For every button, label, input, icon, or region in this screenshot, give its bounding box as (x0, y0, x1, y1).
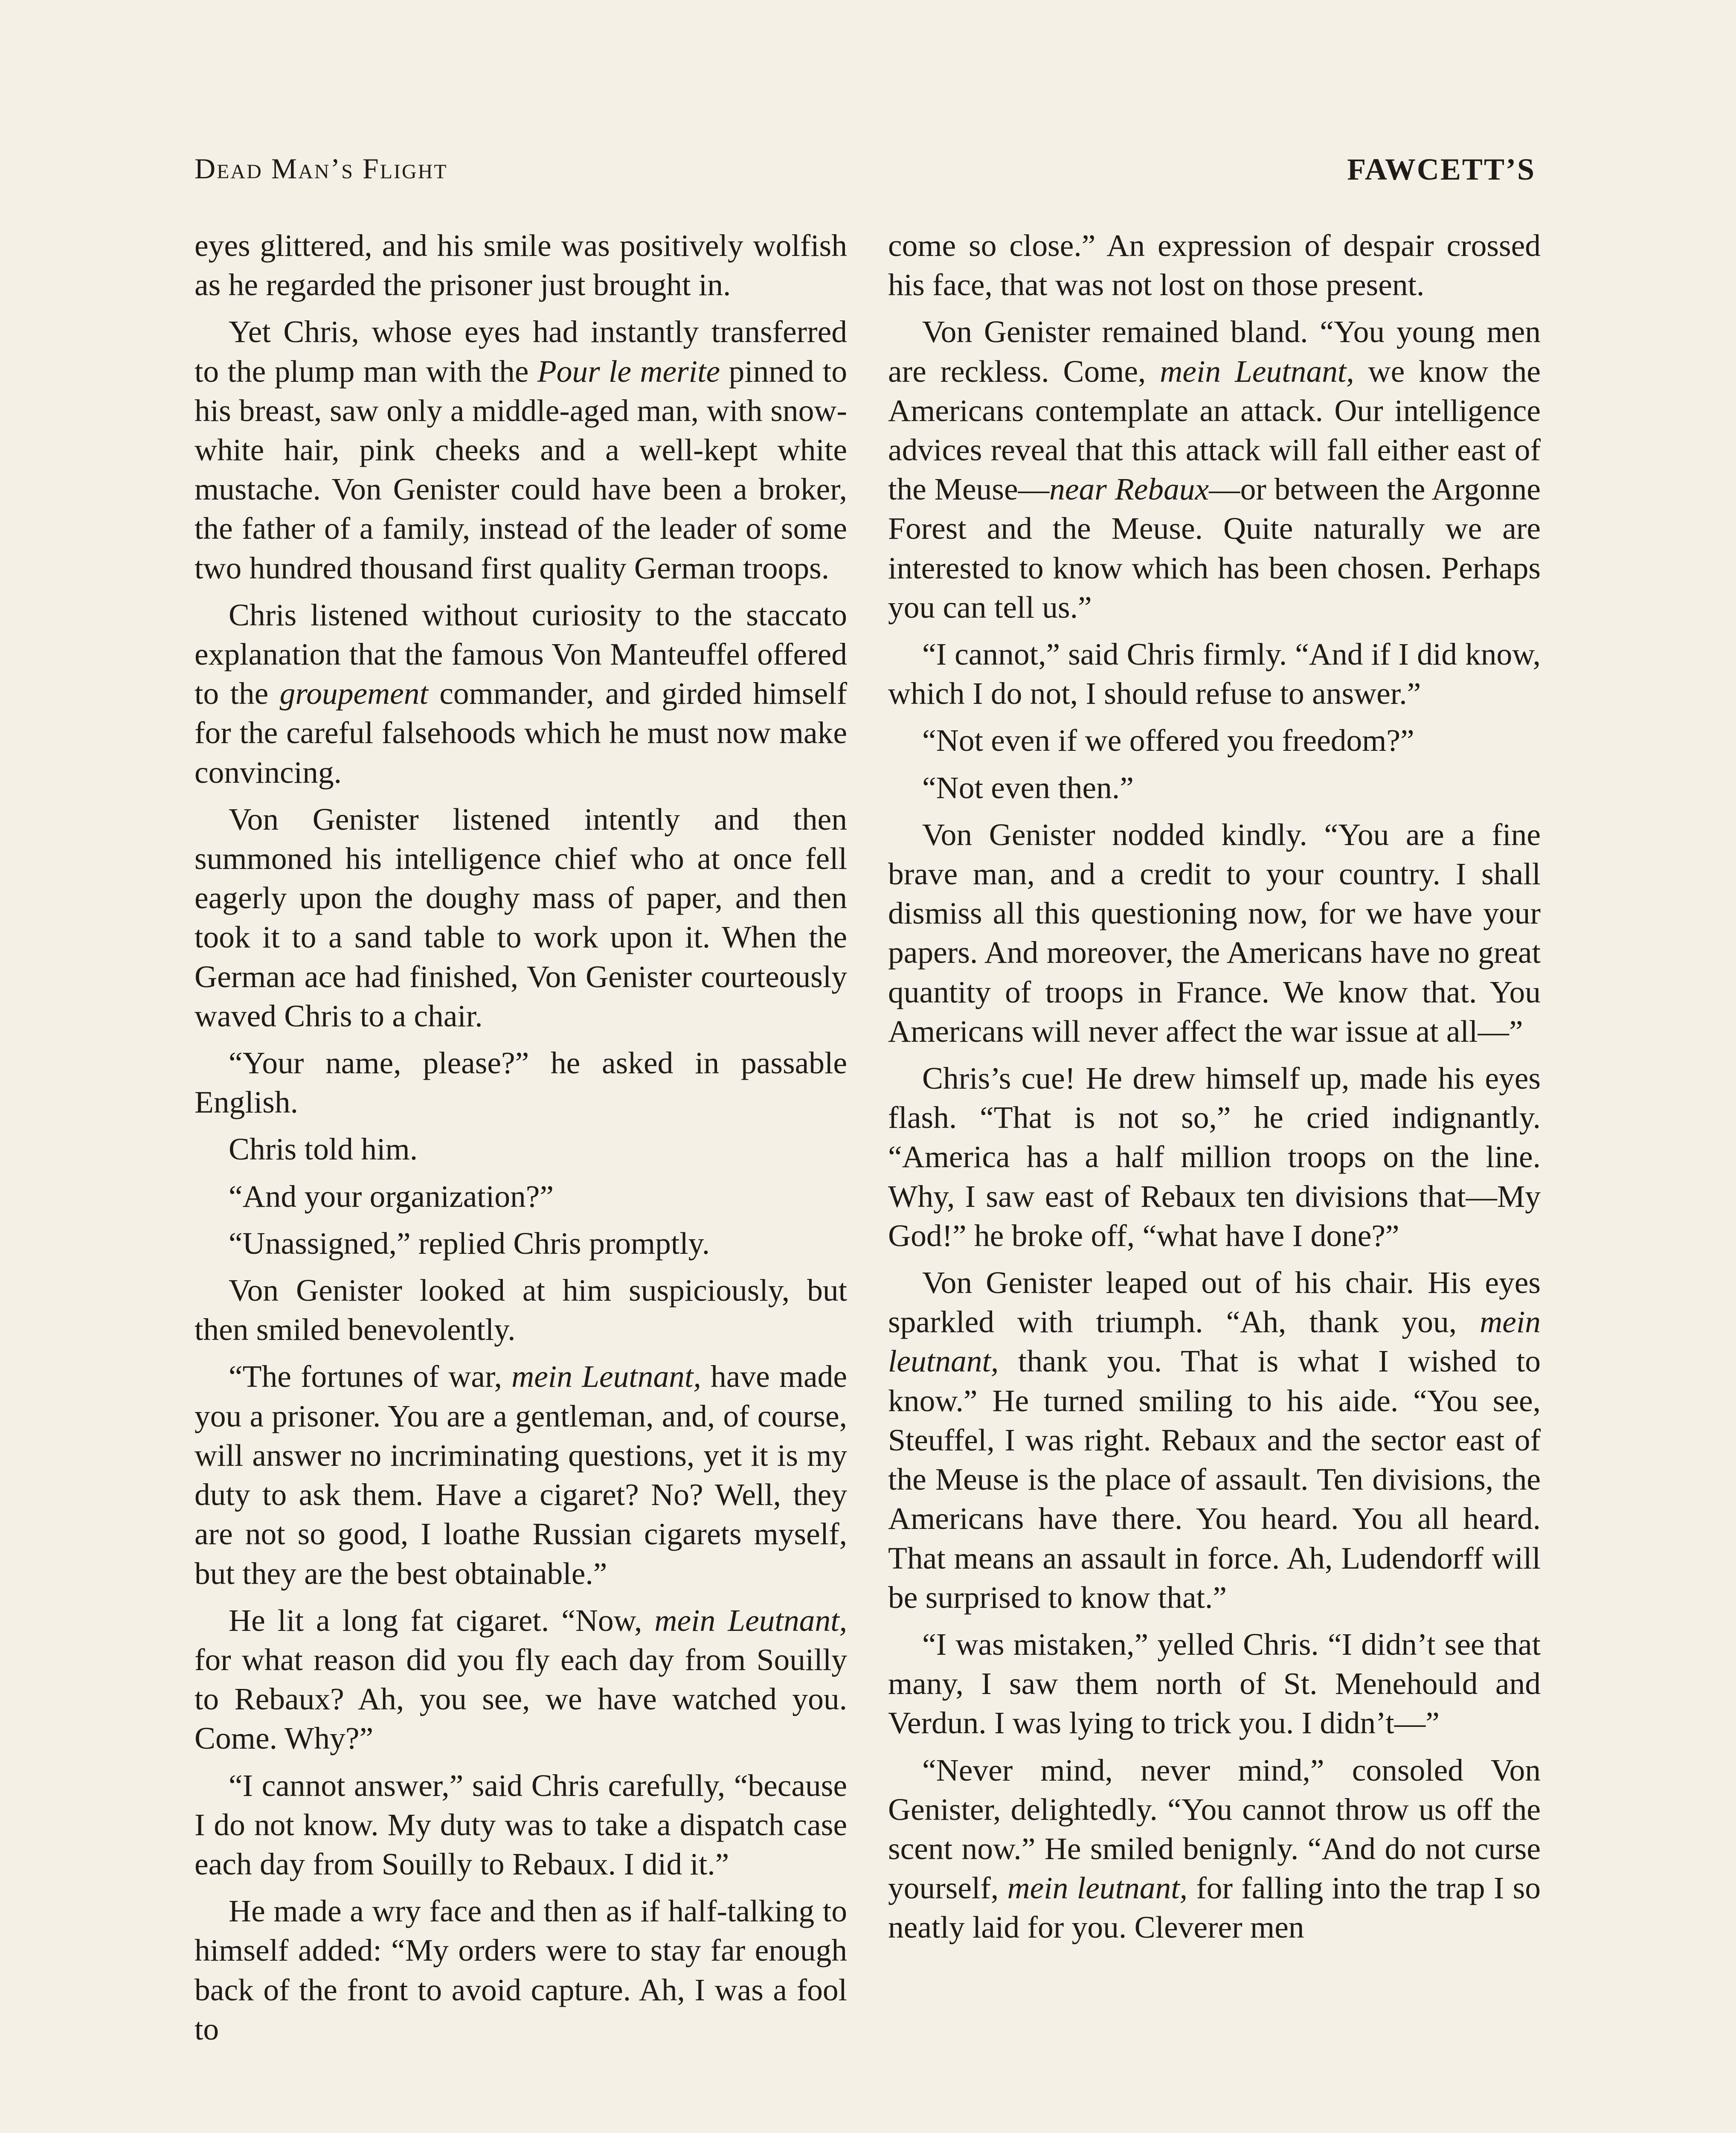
text-run: He lit a long fat cigaret. “Now, (229, 1603, 655, 1638)
text-run: He made a wry face and then as if half-talking to himself added: “My orders were to stay far enough back of the front to avoid capture. Ah, I was a fool to (195, 1894, 847, 2046)
text-run: “Never mind, never mind,” consoled Von Genister, delightedly. “You cannot throw us off the scent now.” He smiled benignly. “And do not curse yourself, (888, 1752, 1541, 1906)
italic-text: mein Leutnant, (511, 1359, 701, 1394)
text-run: —or between the Argonne Forest and the Meuse. Quite naturally we are interested to know which has been chosen. Perhaps you can tell us.” (888, 472, 1541, 625)
italic-text: mein Leutnant, (654, 1603, 847, 1638)
paragraph (888, 815, 1541, 1051)
paragraph (195, 226, 847, 305)
text-run: pinned to his breast, saw only a middle-aged man, with snow-white hair, pink cheeks and a well-kept white mustache. Von Genister could have been a broker, the father of a family, instead of the leader of some two hundred thousand first quality German troops. (195, 354, 847, 585)
text-run: thank you. That is what I wished to know.” He turned smiling to his aide. “You see, Steuffel, I was right. Rebaux and the sector east of the Meuse is the place of assault. Ten divisions, the Americans have there. You heard. You all heard. That means an assault in force. Ah, Ludendorff will be surprised to know that.” (888, 1344, 1541, 1615)
paragraph (195, 1271, 847, 1349)
paragraph (195, 1130, 847, 1169)
paragraph (195, 1043, 847, 1122)
paragraph (195, 1601, 847, 1758)
text-run: Chris’s cue! He drew himself up, made his eyes flash. “That is not so,” he cried indignantly. “America has a half million troops on the line. Why, I saw east of Rebaux ten divisions that—My God!” he broke off, “what have I done?” (888, 1061, 1541, 1253)
paragraph (888, 1059, 1541, 1255)
italic-text: mein Leutnant, (1160, 354, 1354, 389)
text-run: “I cannot,” said Chris firmly. “And if I did know, which I do not, I should refuse to answer.” (888, 637, 1541, 711)
italic-text: mein leutnant, (1007, 1871, 1187, 1906)
paragraph (888, 1625, 1541, 1743)
text-run: Von Genister leaped out of his chair. His eyes sparkled with triumph. “Ah, thank you, (888, 1265, 1541, 1340)
paragraph (195, 596, 847, 792)
text-run: have made you a prisoner. You are a gentleman, and, of course, will answer no incriminating questions, yet it is my duty to ask them. Have a cigaret? No? Well, they are not so good, I loathe Russian cigarets myself, but they are the best obtainable.” (195, 1359, 847, 1591)
italic-text: Pour le merite (537, 354, 720, 389)
italic-text: near Rebaux (1049, 472, 1209, 507)
text-run: Chris listened without curiosity to the staccato explanation that the famous Von Manteuffel offered to the (195, 597, 847, 711)
running-head (195, 152, 1536, 195)
text-run: “And your organization?” (229, 1179, 554, 1214)
text-run: Yet Chris, whose eyes had instantly transferred to the plump man with the (195, 314, 847, 389)
paragraph (195, 1177, 847, 1216)
italic-text: mein leutnant, (888, 1305, 1541, 1379)
paragraph (888, 1263, 1541, 1617)
text-run: Von Genister nodded kindly. “You are a fine brave man, and a credit to your country. I shall dismiss all this questioning now, for we have your papers. And moreover, the Americans have no great quantity of troops in France. We know that. You Americans will never affect the war issue at all—” (888, 817, 1541, 1049)
text-run: Von Genister looked at him suspiciously, but then smiled benevolently. (195, 1273, 847, 1347)
text-run: “I cannot answer,” said Chris carefully, “because I do not know. My duty was to take a dispatch case each day from Souilly to Rebaux. I did it.” (195, 1768, 847, 1881)
text-run: “Your name, please?” he asked in passable English. (195, 1046, 847, 1120)
paragraph (195, 312, 847, 587)
paragraph (888, 768, 1541, 808)
paragraph (888, 312, 1541, 627)
text-run: Von Genister remained bland. “You young men are reckless. Come, (888, 314, 1541, 389)
paragraph (195, 1892, 847, 2049)
text-column-left (195, 226, 847, 2049)
paragraph (195, 1357, 847, 1593)
paragraph (888, 226, 1541, 305)
paragraph (888, 1751, 1541, 1947)
paragraph (888, 635, 1541, 713)
text-run: “I was mistaken,” yelled Chris. “I didn’t see that many, I saw them north of St. Menehould and Verdun. I was lying to trick you. I didn’t—” (888, 1627, 1541, 1741)
paragraph (195, 1766, 847, 1884)
story-title: Dead Man’s Flight (195, 152, 448, 185)
text-column-right (888, 226, 1541, 1947)
text-run: “Unassigned,” replied Chris promptly. (229, 1226, 710, 1261)
magazine-name: FAWCETT’S (1347, 152, 1536, 186)
text-run: “Not even then.” (922, 770, 1134, 805)
text-run: eyes glittered, and his smile was positively wolfish as he regarded the prisoner just brought in. (195, 228, 847, 302)
text-run: for falling into the trap I so neatly laid for you. Cleverer men (888, 1871, 1541, 1945)
paragraph (195, 800, 847, 1036)
text-run: come so close.” An expression of despair crossed his face, that was not lost on those present. (888, 228, 1541, 302)
text-run: “The fortunes of war, (229, 1359, 512, 1394)
text-run: Chris told him. (229, 1132, 418, 1167)
paragraph (888, 721, 1541, 760)
text-run: Von Genister listened intently and then summoned his intelligence chief who at once fell eagerly upon the doughy mass of paper, and then took it to a sand table to work upon it. When the German ace had finished, Von Genister courteously waved Chris to a chair. (195, 802, 847, 1033)
italic-text: groupement (279, 676, 428, 711)
paragraph (195, 1224, 847, 1263)
text-run: “Not even if we offered you freedom?” (922, 723, 1414, 758)
text-run: for what reason did you fly each day from Souilly to Rebaux? Ah, you see, we have watched you. Come. Why?” (195, 1642, 847, 1756)
text-run: we know the Americans contemplate an attack. Our intelligence advices reveal that this attack will fall either east of the Meuse— (888, 354, 1541, 507)
text-run: commander, and girded himself for the careful falsehoods which he must now make convincing. (195, 676, 847, 790)
